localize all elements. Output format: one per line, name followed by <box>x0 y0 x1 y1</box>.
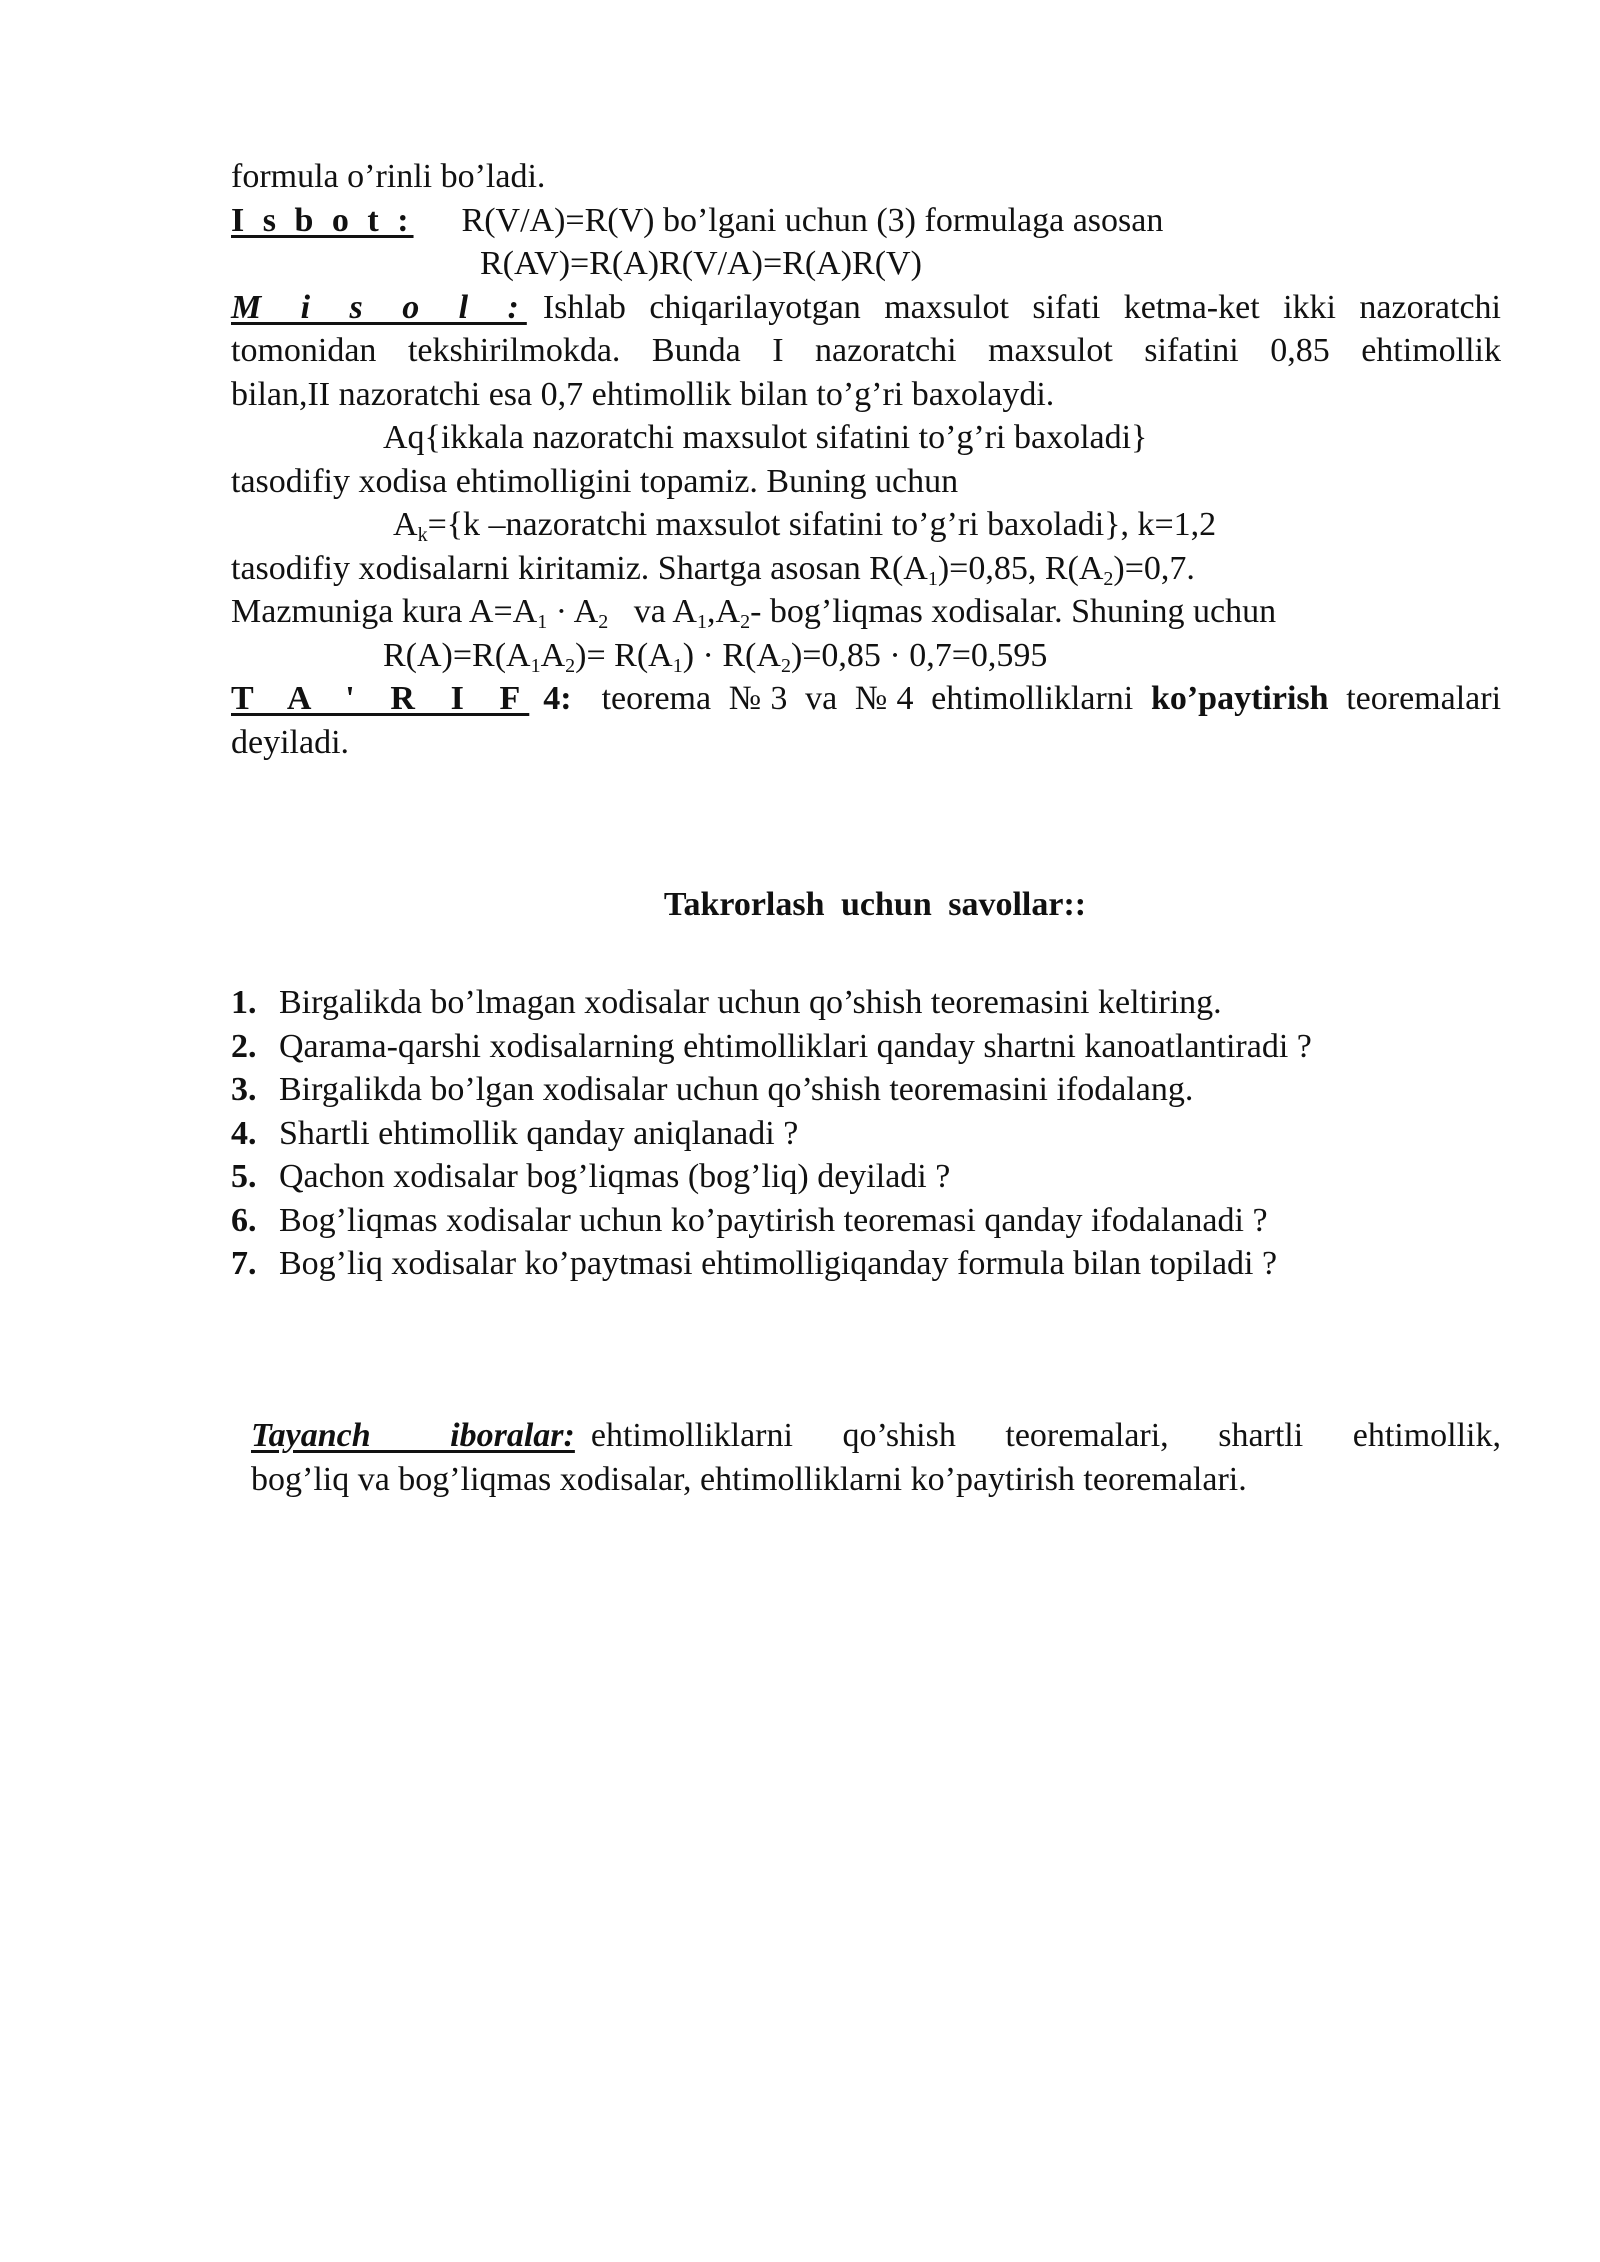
definition-section <box>231 677 1501 764</box>
keywords-line-2: bog’liq va bog’liqmas xodisalar, ehtimolliklarni ko’paytirish teoremalari. <box>251 1460 1247 1498</box>
list-number: 6. <box>231 1201 257 1239</box>
list-text: Birgalikda bo’lmagan xodisalar uchun qo’shish teoremasini keltiring. <box>279 984 1222 1021</box>
list-number: 1. <box>231 984 257 1021</box>
formula-part: Mazmuniga kura A=A <box>231 593 538 630</box>
example-line-3: bilan,II nazoratchi esa 0,7 ehtimollik bilan to’g’ri baxolaydi. <box>231 375 1055 413</box>
subscript: 1 <box>927 567 938 590</box>
formula-part: - bog’liqmas xodisalar. Shuning uchun <box>750 593 1277 630</box>
events-ak-definition <box>231 503 1501 547</box>
list-item <box>231 1025 1501 1069</box>
list-text: Birgalikda bo’lgan xodisalar uchun qo’shish teoremasini ifodalang. <box>279 1071 1194 1108</box>
subscript: 1 <box>697 611 707 633</box>
definition-number: 4: <box>543 680 572 717</box>
formula-part: )=0,85 · 0,7=0,595 <box>790 636 1048 674</box>
proof-formula: R(AV)=R(A)R(V/A)=R(A)R(V) <box>480 245 922 282</box>
keywords-text-1: ehtimolliklarni qo’shish teoremalari, shartli ehtimollik, <box>590 1417 1501 1454</box>
list-item <box>231 1199 1501 1243</box>
keywords-label: Tayanch iboralar: <box>251 1417 575 1454</box>
list-number: 3. <box>231 1071 257 1108</box>
example-line-5: tasodifiy xodisa ehtimolligini topamiz. Buning uchun <box>231 462 959 500</box>
list-text: Bog’liqmas xodisalar uchun ko’paytirish teoremasi qanday ifodalanadi ? <box>279 1201 1268 1239</box>
subscript: k <box>417 524 428 546</box>
definition-bold-term: ko’paytirish <box>1150 680 1329 717</box>
formula-part: A <box>393 506 418 543</box>
list-text: Qachon xodisalar bog’liqmas (bog’liq) deyiladi ? <box>279 1158 951 1195</box>
keywords-line-1 <box>251 1414 1501 1458</box>
subscript: 1 <box>672 654 683 677</box>
example-line-8 <box>231 590 1501 634</box>
formula-part: )=0,85, R(A <box>937 549 1104 587</box>
list-item <box>231 1242 1501 1286</box>
example-line-7 <box>231 547 1501 591</box>
proof-text: R(V/A)=R(V) bo’lgani uchun (3) formulaga asosan <box>461 201 1164 239</box>
subscript: 2 <box>565 654 576 677</box>
list-text: Shartli ehtimollik qanday aniqlanadi ? <box>279 1114 799 1152</box>
list-number: 7. <box>231 1245 257 1282</box>
list-item <box>231 1068 1501 1112</box>
example-section <box>231 286 1501 678</box>
review-heading-text: Takrorlash uchun savollar:: <box>663 886 1087 923</box>
formula-part: ={k –nazoratchi maxsulot sifatini to’g’ri baxoladi}, k=1,2 <box>427 506 1217 543</box>
formula-part: R(A)=R(A <box>383 636 531 674</box>
subscript: 2 <box>1103 567 1114 590</box>
list-number: 2. <box>231 1027 257 1065</box>
definition-label: T A ' R I F <box>231 680 530 717</box>
formula-part: ,A <box>707 593 741 630</box>
review-questions-list <box>231 981 1501 1286</box>
list-item <box>231 981 1501 1025</box>
list-item <box>231 1112 1501 1156</box>
result-formula <box>231 634 1501 678</box>
subscript: 1 <box>530 654 541 677</box>
example-line-1 <box>231 286 1501 330</box>
subscript: 2 <box>740 611 751 633</box>
formula-part: ) · R(A <box>682 636 781 674</box>
keywords-section <box>251 1414 1501 1501</box>
text-line: formula o’rinli bo’ladi. <box>231 158 546 195</box>
subscript: 1 <box>537 611 548 633</box>
list-text: Bog’liq xodisalar ko’paytmasi ehtimolligiqanday formula bilan topiladi ? <box>279 1245 1278 1282</box>
formula-part: )=0,7. <box>1113 549 1195 587</box>
subscript: 2 <box>780 654 791 677</box>
list-number: 4. <box>231 1114 257 1152</box>
formula-part: )= R(A <box>575 636 673 674</box>
definition-line-1 <box>231 677 1501 721</box>
formula-part: A <box>540 636 566 674</box>
proof-label: I s b o t : <box>231 201 414 239</box>
event-definition: Aq{ikkala nazoratchi maxsulot sifatini to’g’ri baxoladi} <box>383 419 1148 456</box>
example-label: M i s o l : <box>231 288 527 326</box>
list-item <box>231 1155 1501 1199</box>
formula-part: tasodifiy xodisalarni kiritamiz. Shartga asosan R(A <box>231 549 928 587</box>
subscript: 2 <box>598 611 609 633</box>
proof-line <box>231 199 1501 243</box>
definition-line-2: deyiladi. <box>231 723 350 761</box>
list-text: Qarama-qarshi xodisalarning ehtimolliklari qanday shartni kanoatlantiradi ? <box>279 1027 1312 1065</box>
list-number: 5. <box>231 1158 257 1195</box>
formula-part: va A <box>608 593 697 630</box>
definition-text: teorema №3 va №4 ehtimolliklarni <box>601 680 1134 717</box>
example-line-2: tomonidan tekshirilmokda. Bunda I nazoratchi maxsulot sifatini 0,85 ehtimollik <box>231 332 1501 369</box>
formula-part: · A <box>547 593 599 630</box>
proof-section <box>231 155 1501 286</box>
definition-text-end: teoremalari <box>1346 680 1502 717</box>
example-text-1: Ishlab chiqarilayotgan maxsulot sifati ketma-ket ikki nazoratchi <box>542 288 1501 326</box>
review-heading <box>0 883 1600 927</box>
